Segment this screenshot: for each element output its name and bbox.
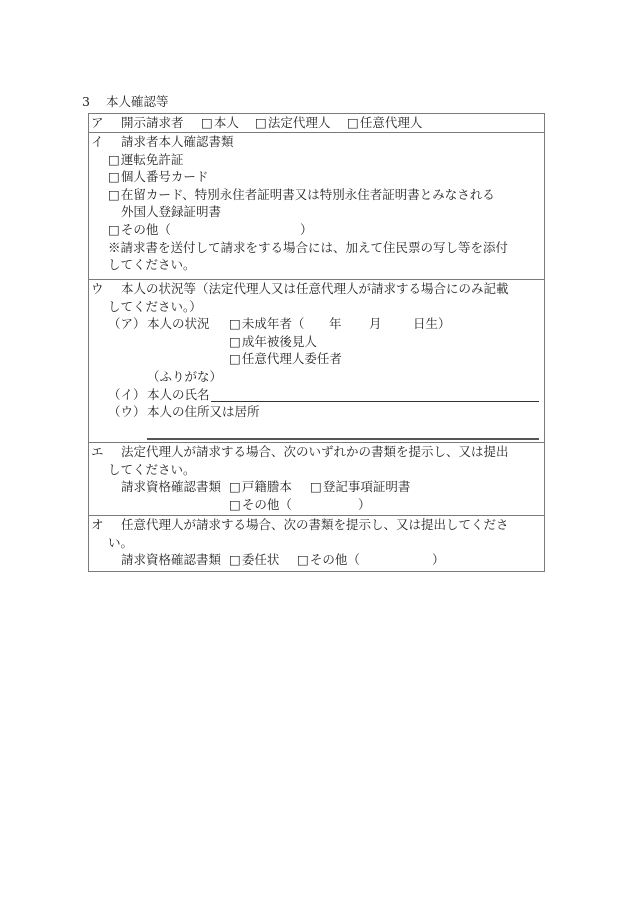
eligibility-docs-label: 請求資格確認書類 xyxy=(121,552,222,568)
legal-other-input[interactable] xyxy=(299,496,357,512)
checkbox-self[interactable]: □本人 xyxy=(201,115,239,130)
checkbox-registry-certificate[interactable]: □登記事項証明書 xyxy=(310,479,411,495)
other-close-paren: ） xyxy=(358,496,371,512)
checkbox-icon: □ xyxy=(347,115,359,130)
residence-card-continued: 外国人登録証明書 xyxy=(121,204,222,220)
legal-agent-instruction-continued: してください。 xyxy=(108,461,196,477)
checkbox-other-document[interactable]: □その他（ xyxy=(108,221,171,237)
principal-address-field[interactable] xyxy=(147,438,539,440)
row-marker: イ xyxy=(91,134,104,149)
row-requester xyxy=(89,114,544,132)
principal-address-label: 本人の住所又は居所 xyxy=(147,404,260,420)
checkbox-icon: □ xyxy=(229,479,241,495)
identity-verification-table xyxy=(88,113,545,572)
sub-marker-u: （ウ） xyxy=(108,404,146,420)
section-heading xyxy=(82,93,169,111)
legal-agent-instruction: 法定代理人が請求する場合、次のいずれかの書類を提示し、又は提出 xyxy=(121,444,509,459)
row-voluntary-agent-documents xyxy=(89,515,544,571)
section-number: 3 xyxy=(82,94,90,109)
checkbox-icon: □ xyxy=(229,333,241,349)
checkbox-icon: □ xyxy=(201,115,213,130)
checkbox-icon: □ xyxy=(229,316,241,332)
principal-status-label: 本人の状況等（法定代理人又は任意代理人が請求する場合にのみ記載 xyxy=(121,281,509,296)
row-marker: ウ xyxy=(91,281,104,296)
checkbox-my-number-card[interactable]: □個人番号カード xyxy=(108,169,209,185)
principal-name-field[interactable] xyxy=(211,401,539,402)
checkbox-icon: □ xyxy=(108,169,120,185)
sub-marker-a: （ア） xyxy=(108,316,146,332)
identity-documents-label: 請求者本人確認書類 xyxy=(121,134,234,149)
requester-label: 開示請求者 xyxy=(121,115,184,130)
checkbox-drivers-license[interactable]: □運転免許証 xyxy=(108,151,184,167)
checkbox-icon: □ xyxy=(310,479,322,495)
other-close-paren: ） xyxy=(432,552,445,568)
checkbox-legal-agent[interactable]: □法定代理人 xyxy=(255,115,331,130)
checkbox-icon: □ xyxy=(229,552,241,568)
other-close-paren: ） xyxy=(300,221,313,237)
other-document-input[interactable] xyxy=(209,221,299,237)
checkbox-voluntary-agent[interactable]: □任意代理人 xyxy=(347,115,423,130)
checkbox-icon: □ xyxy=(229,496,241,512)
eligibility-docs-label: 請求資格確認書類 xyxy=(121,479,222,495)
birth-year-label: 年 xyxy=(329,316,342,332)
checkbox-family-register[interactable]: □戸籍謄本 xyxy=(229,479,292,495)
birth-month-label: 月 xyxy=(369,316,382,332)
checkbox-icon: □ xyxy=(255,115,267,130)
checkbox-icon: □ xyxy=(108,151,120,167)
checkbox-legal-other[interactable]: □その他（ xyxy=(229,496,292,512)
principal-condition-label: 本人の状況 xyxy=(147,316,210,332)
checkbox-voluntary-other[interactable]: □その他（ xyxy=(297,552,360,568)
mailing-note-continued: してください。 xyxy=(108,257,196,273)
furigana-label: （ふりがな） xyxy=(147,368,223,384)
mailing-note: ※請求書を送付して請求をする場合には、加えて住民票の写し等を添付 xyxy=(108,239,509,255)
checkbox-icon: □ xyxy=(229,351,241,367)
row-marker: エ xyxy=(91,444,104,459)
checkbox-icon: □ xyxy=(297,552,309,568)
voluntary-other-input[interactable] xyxy=(369,551,431,567)
birth-day-label: 日生） xyxy=(413,316,451,332)
checkbox-icon: □ xyxy=(108,221,120,237)
checkbox-icon: □ xyxy=(108,186,120,202)
row-marker: オ xyxy=(91,517,104,532)
section-title: 本人確認等 xyxy=(106,94,169,109)
checkbox-power-of-attorney[interactable]: □委任状 xyxy=(229,552,280,568)
voluntary-agent-instruction: 任意代理人が請求する場合、次の書類を提示し、又は提出してくださ xyxy=(121,517,509,532)
row-marker: ア xyxy=(91,115,104,130)
row-identity-documents xyxy=(89,132,544,279)
row-principal-status xyxy=(89,279,544,442)
voluntary-agent-instruction-continued: い。 xyxy=(108,534,134,550)
principal-status-label-continued: してください。） xyxy=(108,298,202,314)
checkbox-adult-ward[interactable]: □成年被後見人 xyxy=(229,333,317,349)
principal-name-label: 本人の氏名 xyxy=(147,386,210,402)
row-legal-agent-documents xyxy=(89,442,544,515)
checkbox-minor[interactable]: □未成年者（ xyxy=(229,316,305,332)
sub-marker-i: （イ） xyxy=(108,386,146,402)
checkbox-principal-delegator[interactable]: □任意代理人委任者 xyxy=(229,351,342,367)
checkbox-residence-card[interactable]: □在留カード、特別永住者証明書又は特別永住者証明書とみなされる xyxy=(108,186,495,202)
